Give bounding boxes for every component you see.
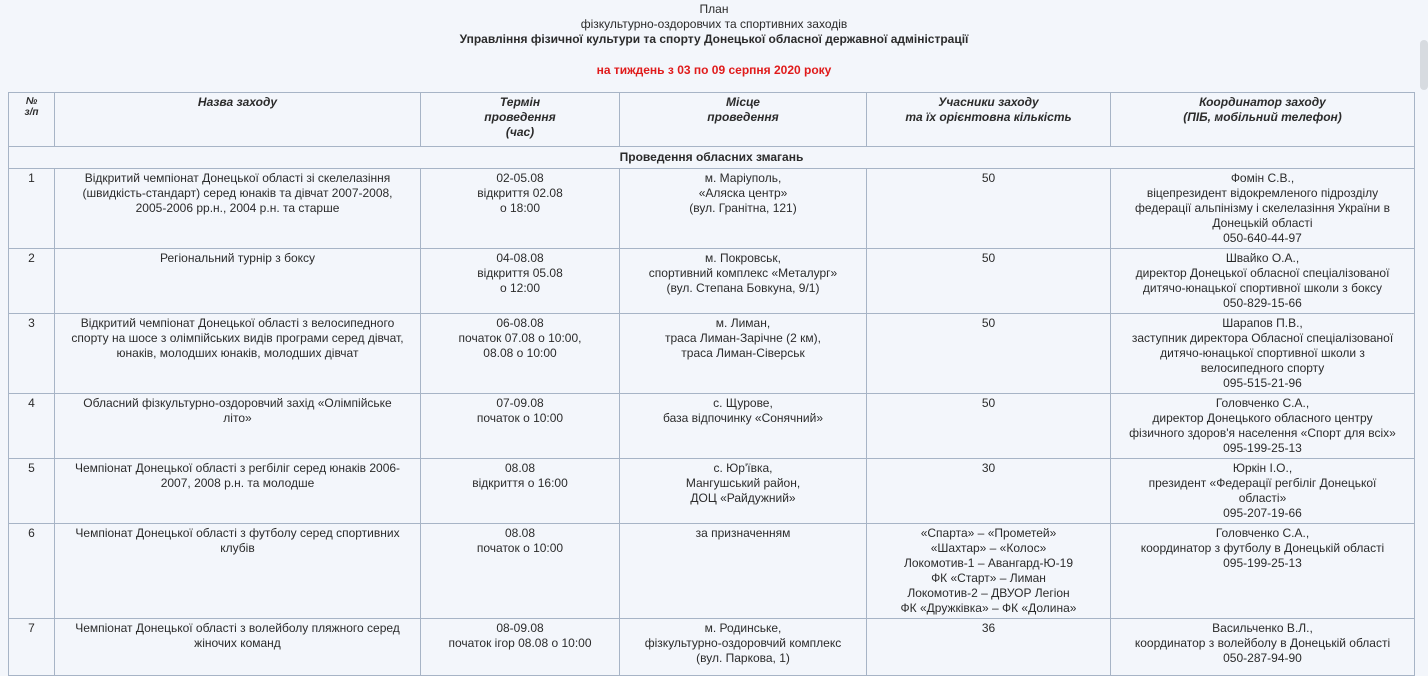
cell-name [55, 394, 421, 459]
cell-line: фізичного здоров'я населення «Спорт для всіх» [1129, 426, 1396, 440]
cell-line: 050-829-15-66 [1223, 296, 1302, 310]
cell-line: 08.08 о 10:00 [483, 346, 557, 360]
cell-line: Відкритий чемпіонат Донецької області зі скелелазіння [84, 171, 391, 185]
cell-line: 07-09.08 [496, 396, 544, 410]
cell-line: початок о 10:00 [476, 411, 564, 425]
cell-line: спортивний комплекс «Металург» [648, 266, 838, 280]
cell-line: м. Маріуполь, [704, 171, 782, 185]
cell-participants [867, 619, 1111, 676]
cell-line: фізкультурно-оздоровчий комплекс [644, 636, 842, 650]
col-header-place [620, 93, 867, 147]
cell-coordinator [1111, 314, 1415, 394]
cell-line: велосипедного спорту [1200, 361, 1325, 375]
col-header-line: (ПІБ, мобільний телефон) [1183, 110, 1342, 124]
cell-num: 3 [9, 314, 55, 394]
cell-num: 7 [9, 619, 55, 676]
cell-line: жіночих команд [194, 636, 281, 650]
cell-line: заступник директора Обласної спеціалізованої [1131, 331, 1394, 345]
header-line-3: Управління фізичної культури та спорту Донецької обласної державної адміністрації [459, 32, 969, 46]
cell-line: за призначенням [695, 526, 791, 540]
cell-line: 2007, 2008 р.н. та молодше [160, 476, 315, 490]
cell-line: 04-08.08 [496, 251, 544, 265]
cell-line: Шарапов П.В., [1222, 316, 1303, 330]
cell-line: початок о 10:00 [476, 541, 564, 555]
cell-line: Юркін І.О., [1232, 461, 1293, 475]
col-header-coordinator [1111, 93, 1415, 147]
cell-line: (швидкість-стандарт) серед юнаків та дівчат 2007-2008, [82, 186, 393, 200]
cell-line: директор Донецької обласної спеціалізованої [1135, 266, 1390, 280]
cell-num: 2 [9, 249, 55, 314]
cell-line: Головченко С.А., [1215, 396, 1310, 410]
cell-line: 050-640-44-97 [1223, 231, 1302, 245]
cell-name [55, 459, 421, 524]
cell-line: 02-05.08 [496, 171, 544, 185]
cell-coordinator [1111, 169, 1415, 249]
table-row [9, 394, 1415, 459]
cell-term [421, 619, 620, 676]
col-header-term [421, 93, 620, 147]
cell-line: 08.08 [504, 461, 536, 475]
col-header-line: Термін [499, 95, 541, 109]
cell-line: 2005-2006 рр.н., 2004 р.н. та старше [135, 201, 340, 215]
cell-line: Чемпіонат Донецької області з регбіліг серед юнаків 2006- [74, 461, 401, 475]
col-header-line: (час) [505, 125, 535, 139]
cell-line: відкриття 02.08 [477, 186, 563, 200]
col-header-num [9, 93, 55, 147]
cell-line: Відкритий чемпіонат Донецької області з велосипедного [80, 316, 395, 330]
cell-line: «Аляска центр» [698, 186, 788, 200]
cell-line: Швайко О.А., [1225, 251, 1300, 265]
cell-place [620, 314, 867, 394]
col-header-line: проведення [707, 110, 779, 124]
table-row [9, 619, 1415, 676]
cell-name [55, 169, 421, 249]
cell-line: о 18:00 [499, 201, 541, 215]
header-period: на тиждень з 03 по 09 серпня 2020 року [596, 63, 832, 77]
cell-participants [867, 249, 1111, 314]
section-row [9, 147, 1415, 169]
cell-line: (вул. Паркова, 1) [696, 651, 790, 665]
cell-line: Регіональний турнір з боксу [159, 251, 316, 265]
cell-name [55, 524, 421, 619]
cell-line: Головченко С.А., [1215, 526, 1310, 540]
cell-line: клубів [220, 541, 255, 555]
cell-coordinator [1111, 459, 1415, 524]
cell-line: Обласний фізкультурно-оздоровчий захід «Олімпійське [83, 396, 392, 410]
col-header-line: Місце [726, 95, 760, 109]
col-header-line: № [25, 96, 38, 107]
table-header-row [9, 93, 1415, 147]
header-line-1: План [699, 2, 729, 16]
cell-line: о 12:00 [499, 281, 541, 295]
col-header-line: проведення [484, 110, 556, 124]
cell-line: 095-515-21-96 [1223, 376, 1302, 390]
cell-line: Локомотив-1 – Авангард-Ю-19 [903, 556, 1074, 570]
events-table [8, 92, 1415, 676]
cell-line: Васильченко В.Л., [1212, 621, 1313, 635]
col-header-line: Назва заходу [197, 95, 278, 109]
cell-num: 4 [9, 394, 55, 459]
table-row [9, 169, 1415, 249]
cell-line: Мангушський район, [685, 476, 801, 490]
cell-line: Донецькій області [1212, 216, 1313, 230]
cell-num: 1 [9, 169, 55, 249]
cell-line: дитячо-юнацької спортивної школи з боксу [1142, 281, 1383, 295]
cell-line: координатор з футболу в Донецькій області [1140, 541, 1385, 555]
cell-line: м. Родинське, [704, 621, 782, 635]
cell-line: 095-199-25-13 [1223, 441, 1302, 455]
cell-line: відкриття о 16:00 [472, 476, 568, 490]
cell-participants [867, 314, 1111, 394]
cell-line: с. Щурове, [713, 396, 773, 410]
cell-place [620, 524, 867, 619]
cell-line: координатор з волейболу в Донецькій області [1134, 636, 1391, 650]
cell-line: 50 [981, 396, 996, 410]
cell-num: 5 [9, 459, 55, 524]
cell-name [55, 619, 421, 676]
cell-line: м. Покровськ, [705, 251, 781, 265]
cell-line: федерації альпінізму і скелелазіння України в [1135, 201, 1390, 215]
scrollbar-thumb[interactable] [1420, 40, 1428, 90]
cell-line: Чемпіонат Донецької області з волейболу пляжного серед [75, 621, 400, 635]
cell-line: 08.08 [504, 526, 536, 540]
cell-line: директор Донецького обласного центру [1152, 411, 1373, 425]
cell-line: спорту на шосе з олімпійських видів програми серед дівчат, [71, 331, 404, 345]
cell-line: 095-207-19-66 [1223, 506, 1302, 520]
cell-num: 6 [9, 524, 55, 619]
table-row [9, 459, 1415, 524]
cell-line: 06-08.08 [496, 316, 544, 330]
cell-line: Чемпіонат Донецької області з футболу серед спортивних [75, 526, 400, 540]
cell-place [620, 394, 867, 459]
cell-term [421, 169, 620, 249]
cell-place [620, 619, 867, 676]
cell-line: (вул. Гранітна, 121) [689, 201, 797, 215]
table-row [9, 314, 1415, 394]
cell-line: Фомін С.В., [1230, 171, 1295, 185]
cell-term [421, 249, 620, 314]
cell-line: «Шахтар» – «Колос» [930, 541, 1047, 555]
cell-coordinator [1111, 619, 1415, 676]
cell-line: 36 [981, 621, 996, 635]
cell-line: м. Лиман, [715, 316, 771, 330]
section-title: Проведення обласних змагань [9, 147, 1415, 169]
cell-line: с. Юр'ївка, [713, 461, 773, 475]
cell-line: ФК «Старт» – Лиман [931, 571, 1046, 585]
cell-line: «Спарта» – «Прометей» [920, 526, 1057, 540]
cell-coordinator [1111, 524, 1415, 619]
cell-participants [867, 524, 1111, 619]
cell-line: дитячо-юнацької спортивної школи з [1160, 346, 1365, 360]
cell-line: президент «Федерації регбіліг Донецької [1148, 476, 1377, 490]
cell-line: база відпочинку «Сонячний» [663, 411, 823, 425]
cell-place [620, 249, 867, 314]
cell-line: початок ігор 08.08 о 10:00 [448, 636, 592, 650]
cell-line: 50 [981, 316, 996, 330]
cell-line: літо» [223, 411, 252, 425]
cell-term [421, 459, 620, 524]
cell-coordinator [1111, 249, 1415, 314]
col-header-line: Учасники заходу [938, 95, 1039, 109]
cell-line: Локомотив-2 – ДВУОР Легіон [907, 586, 1070, 600]
table-row [9, 524, 1415, 619]
cell-line: відкриття 05.08 [477, 266, 563, 280]
cell-name [55, 314, 421, 394]
table-row [9, 249, 1415, 314]
cell-term [421, 314, 620, 394]
cell-line: 50 [981, 251, 996, 265]
col-header-line: та їх орієнтовна кількість [905, 110, 1072, 124]
col-header-name [55, 93, 421, 147]
cell-term [421, 524, 620, 619]
cell-line: юнаків, молодших юнаків, молодших дівчат [116, 346, 359, 360]
col-header-line: Координатор заходу [1199, 95, 1326, 109]
cell-line: 08-09.08 [496, 621, 544, 635]
header-line-2: фізкультурно-оздоровчих та спортивних заходів [580, 17, 848, 31]
cell-participants [867, 394, 1111, 459]
cell-line: 30 [981, 461, 996, 475]
cell-line: траса Лиман-Сіверськ [681, 346, 805, 360]
cell-line: траса Лиман-Зарічне (2 км), [665, 331, 821, 345]
cell-line: ФК «Дружківка» – ФК «Долина» [900, 601, 1077, 615]
cell-line: 095-199-25-13 [1223, 556, 1302, 570]
cell-line: області» [1238, 491, 1287, 505]
col-header-participants [867, 93, 1111, 147]
cell-participants [867, 169, 1111, 249]
col-header-line: з/п [24, 107, 39, 118]
cell-line: віцепрезидент відокремленого підрозділу [1146, 186, 1379, 200]
page-header [0, 0, 1428, 78]
cell-line: ДОЦ «Райдужний» [690, 491, 796, 505]
cell-place [620, 459, 867, 524]
cell-term [421, 394, 620, 459]
cell-line: 050-287-94-90 [1223, 651, 1302, 665]
cell-line: 50 [981, 171, 996, 185]
cell-name [55, 249, 421, 314]
cell-line: (вул. Степана Бовкуна, 9/1) [666, 281, 820, 295]
cell-place [620, 169, 867, 249]
cell-line: початок 07.08 о 10:00, [458, 331, 582, 345]
cell-coordinator [1111, 394, 1415, 459]
cell-participants [867, 459, 1111, 524]
